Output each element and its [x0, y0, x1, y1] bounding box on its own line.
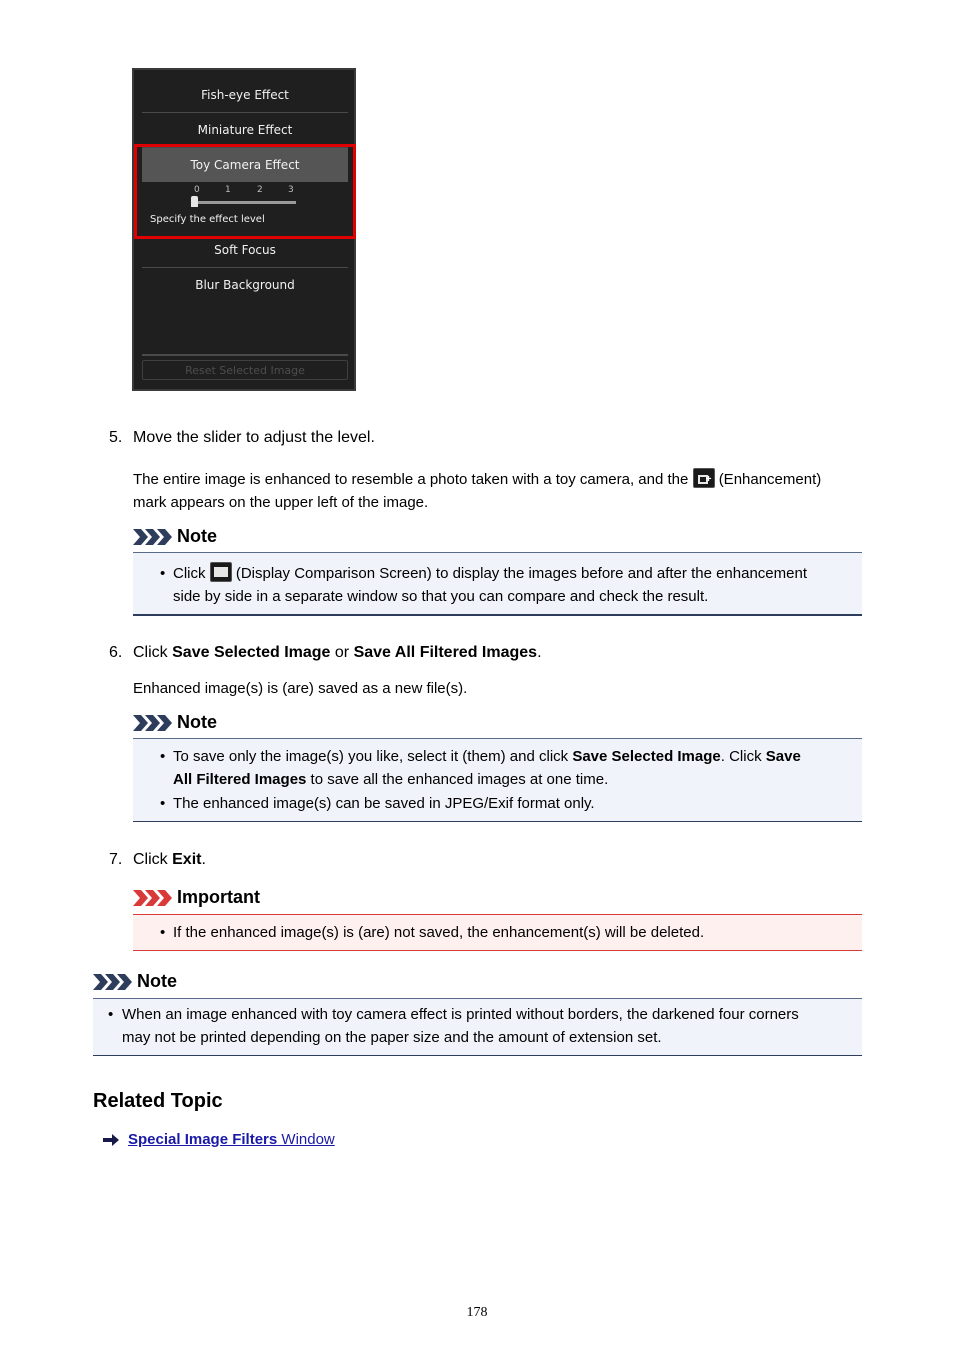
highlight-frame	[134, 144, 356, 239]
related-topic-heading: Related Topic	[93, 1090, 223, 1112]
toy-camera-effect-button[interactable]: Toy Camera Effect	[142, 148, 348, 182]
step-5: 5. Move the slider to adjust the level.	[109, 429, 375, 446]
step-6-description: Enhanced image(s) is (are) saved as a new file(s).	[133, 680, 468, 697]
effects-panel-screenshot	[132, 68, 356, 391]
slider-tick: 1	[225, 185, 231, 195]
step-7: 7. Click Exit.	[109, 851, 206, 868]
arrow-right-icon	[103, 1134, 119, 1146]
note-chevrons-icon	[93, 974, 133, 990]
miniature-effect-button[interactable]: Miniature Effect	[142, 113, 348, 148]
slider-tick: 2	[257, 185, 263, 195]
step-5-description: The entire image is enhanced to resemble a photo taken with a toy camera, and the + (Enhancement) mark appears on the upper left of the image.	[133, 468, 863, 514]
note-heading: Note	[93, 971, 177, 992]
special-image-filters-window-link[interactable]: Special Image Filters Window	[128, 1131, 335, 1148]
list-item: • If the enhanced image(s) is (are) not saved, the enhancement(s) will be deleted.	[160, 924, 705, 941]
list-item: • When an image enhanced with toy camera effect is printed without borders, the darkened four corners may not be printed depending on the paper size and the amount of extension set.	[108, 1006, 799, 1046]
reset-selected-image-button[interactable]: Reset Selected Image	[142, 360, 348, 380]
fish-eye-effect-button[interactable]: Fish-eye Effect	[142, 78, 348, 113]
important-chevrons-icon	[133, 890, 173, 906]
blur-background-button[interactable]: Blur Background	[195, 278, 295, 292]
note-box	[133, 552, 862, 616]
note-heading: Note	[133, 712, 217, 733]
slider-tick: 3	[288, 185, 294, 195]
enhancement-icon: +	[693, 468, 715, 488]
list-item: • To save only the image(s) you like, select it (them) and click Save Selected Image. Click Save All Filtered Images to save all the enhanced images at one time.	[160, 748, 801, 788]
important-box	[133, 914, 862, 951]
step-6: 6. Click Save Selected Image or Save All Filtered Images.	[109, 644, 542, 661]
divider	[142, 354, 348, 356]
display-comparison-icon	[210, 562, 232, 582]
note-box	[133, 738, 862, 822]
note-heading: Note	[133, 526, 217, 547]
slider-tick: 0	[194, 185, 200, 195]
note-chevrons-icon	[133, 529, 173, 545]
page-number: 178	[466, 1305, 488, 1320]
slider-hint: Specify the effect level	[150, 214, 265, 225]
list-item: • Click (Display Comparison Screen) to display the images before and after the enhancement side by side in a separate window so that you can compare and check the result.	[133, 562, 862, 608]
related-link-row	[103, 1131, 335, 1148]
note-box	[93, 998, 862, 1056]
note-chevrons-icon	[133, 715, 173, 731]
soft-focus-button[interactable]: Soft Focus	[142, 233, 348, 268]
list-item: • The enhanced image(s) can be saved in JPEG/Exif format only.	[160, 795, 595, 812]
important-heading: Important	[133, 887, 260, 908]
